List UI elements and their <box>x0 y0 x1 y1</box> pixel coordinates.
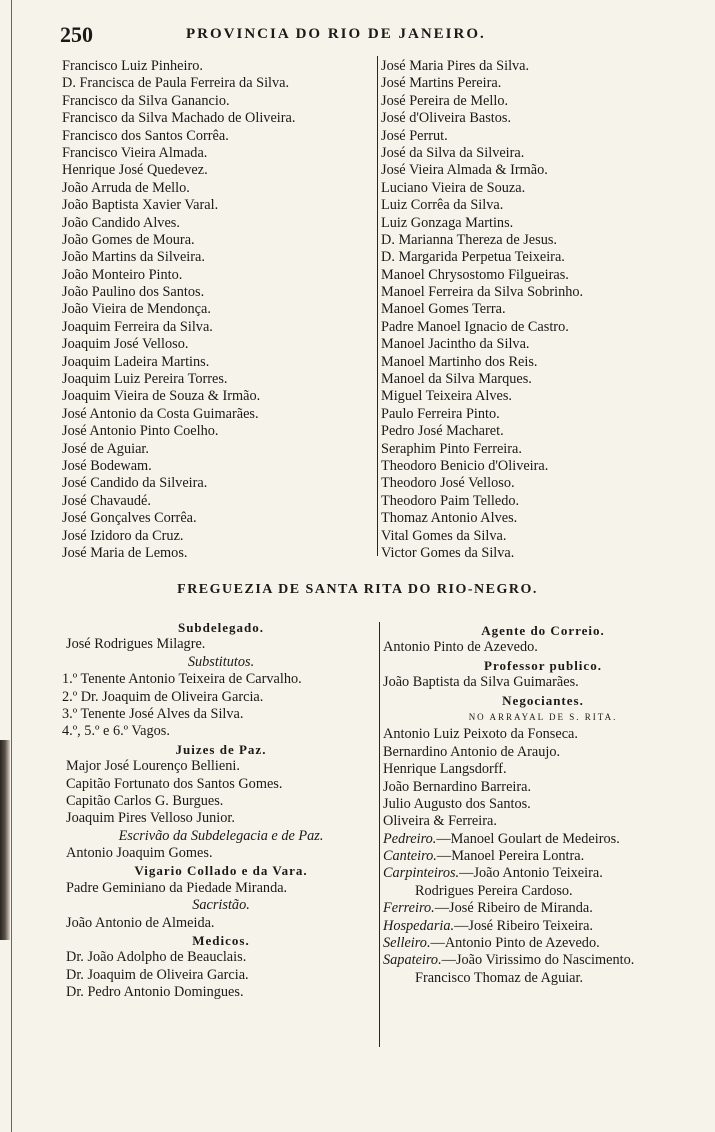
list-item: Joaquim Luiz Pereira Torres. <box>62 371 228 388</box>
list-item: Padre Manoel Ignacio de Castro. <box>381 318 569 335</box>
list-item: Manoel Chrysostomo Filgueiras. <box>381 266 569 283</box>
list-item: José Candido da Silveira. <box>62 475 208 492</box>
negociantes-heading: Negociantes. <box>502 692 584 708</box>
juiz-item: Capitão Fortunato dos Santos Gomes. <box>66 775 283 792</box>
medicos-list <box>62 949 380 1001</box>
oficio-name: —José Ribeiro Teixeira. <box>454 917 593 934</box>
list-item: Paulo Ferreira Pinto. <box>381 405 500 422</box>
list-item: José Pereira de Mello. <box>381 92 509 109</box>
list-item: João Martins da Silveira. <box>62 249 205 266</box>
list-item: José da Silva da Silveira. <box>381 144 525 161</box>
oficio-trade: Pedreiro. <box>383 830 437 847</box>
subdelegado-name: José Rodrigues Milagre. <box>66 636 206 653</box>
subdelegado-heading: Subdelegado. <box>177 620 265 635</box>
list-item: João Monteiro Pinto. <box>62 266 183 283</box>
binding-shadow <box>0 740 10 940</box>
list-item: Vital Gomes da Silva. <box>381 527 507 544</box>
list-item: Joaquim Ladeira Martins. <box>62 353 210 370</box>
juizes-list <box>62 758 380 828</box>
list-item: D. Marianna Thereza de Jesus. <box>381 231 557 248</box>
list-item: José Chavaudé. <box>62 492 151 509</box>
negociante-item: João Bernardino Barreira. <box>383 778 532 795</box>
oficio-trade: Carpinteiros. <box>383 865 460 882</box>
list-item: João Arruda de Mello. <box>62 179 190 196</box>
juiz-item: Capitão Carlos G. Burgues. <box>66 792 224 809</box>
list-item: Miguel Teixeira Alves. <box>381 388 512 405</box>
list-item: José d'Oliveira Bastos. <box>381 110 512 127</box>
list-item: Pedro José Macharet. <box>381 423 504 440</box>
list-item: Francisco da Silva Machado de Oliveira. <box>62 110 296 127</box>
correio-name: Antonio Pinto de Azevedo. <box>383 639 538 656</box>
oficio-item <box>383 848 703 865</box>
oficio-trade: Selleiro. <box>383 935 431 952</box>
list-item: José Gonçalves Corrêa. <box>62 510 197 527</box>
oficios-list <box>383 831 703 883</box>
juiz-item: Major José Lourenço Bellieni. <box>66 758 240 775</box>
substitutos-list <box>62 671 380 741</box>
negociante-item: Bernardino Antonio de Araujo. <box>383 743 561 760</box>
vigario-name: Padre Geminiano da Piedade Miranda. <box>66 879 288 896</box>
oficio-name: —Manoel Pereira Lontra. <box>436 848 585 865</box>
bottom-right-column <box>383 622 703 987</box>
oficio-item <box>383 935 703 952</box>
oficio-trade: Canteiro. <box>383 848 437 865</box>
list-item: José Maria Pires da Silva. <box>381 58 530 74</box>
medico-item: Dr. João Adolpho de Beauclais. <box>66 949 247 966</box>
list-item: João Gomes de Moura. <box>62 231 195 248</box>
substituto-item: 3.º Tenente José Alves da Silva. <box>62 705 244 722</box>
professor-name: João Baptista da Silva Guimarães. <box>383 674 579 691</box>
negociante-item: Oliveira & Ferreira. <box>383 813 497 830</box>
list-item: Joaquim Vieira de Souza & Irmão. <box>62 388 261 405</box>
juiz-item: Joaquim Pires Velloso Junior. <box>66 810 235 827</box>
list-item: Thomaz Antonio Alves. <box>381 510 518 527</box>
list-item: Francisco da Silva Ganancio. <box>62 92 230 109</box>
medico-item: Dr. Joaquim de Oliveira Garcia. <box>66 966 249 983</box>
list-item: Joaquim José Velloso. <box>62 336 189 353</box>
oficio-name: —João Antonio Teixeira. <box>459 865 603 882</box>
oficio-name: —João Virissimo do Nascimento. <box>441 952 635 969</box>
sapateiro-continuation: Francisco Thomaz de Aguiar. <box>415 969 584 986</box>
list-item: Manoel Martinho dos Reis. <box>381 353 538 370</box>
list-item: José Martins Pereira. <box>381 75 502 92</box>
list-item: João Candido Alves. <box>62 214 180 231</box>
column-divider-bottom <box>379 622 380 1047</box>
arraial-subheading: NO ARRAYAL DE S. RITA. <box>468 711 618 722</box>
list-item: Manoel Jacintho da Silva. <box>381 336 530 353</box>
oficio-trade: Sapateiro. <box>383 952 442 969</box>
list-item: Luiz Corrêa da Silva. <box>381 197 504 214</box>
oficio-name: —Antonio Pinto de Azevedo. <box>430 935 600 952</box>
negociantes-list <box>383 726 703 830</box>
list-item: Victor Gomes da Silva. <box>381 544 515 561</box>
oficio-item <box>383 952 703 969</box>
list-item: Francisco dos Santos Corrêa. <box>62 127 229 144</box>
juizes-heading: Juizes de Paz. <box>175 741 267 757</box>
list-item: Theodoro José Velloso. <box>381 475 515 492</box>
negociante-item: Julio Augusto dos Santos. <box>383 795 531 812</box>
list-item: Manoel Gomes Terra. <box>381 301 506 318</box>
list-item: Theodoro Benicio d'Oliveira. <box>381 457 549 474</box>
list-item: D. Margarida Perpetua Teixeira. <box>381 249 565 266</box>
correio-heading: Agente do Correio. <box>481 623 605 638</box>
oficio-name: —José Ribeiro de Miranda. <box>434 900 593 917</box>
vigario-heading: Vigario Collado e da Vara. <box>134 863 308 879</box>
oficio-item <box>383 918 703 935</box>
oficio-name: —Manoel Goulart de Medeiros. <box>436 830 620 847</box>
sacristao-name: João Antonio de Almeida. <box>66 914 215 931</box>
list-item: D. Francisca de Paula Ferreira da Silva. <box>62 75 290 92</box>
section-title: FREGUEZIA DE SANTA RITA DO RIO-NEGRO. <box>177 582 538 597</box>
list-item: João Paulino dos Santos. <box>62 284 205 301</box>
substitutos-heading: Substitutos. <box>187 653 255 670</box>
list-item: Henrique José Quedevez. <box>62 162 208 179</box>
list-item: Francisco Vieira Almada. <box>62 144 208 161</box>
list-item: Theodoro Paim Telledo. <box>381 492 520 509</box>
oficio-item <box>383 831 703 848</box>
professor-heading: Professor publico. <box>484 657 602 673</box>
page-edge-line <box>11 0 12 1132</box>
negociante-item: Henrique Langsdorff. <box>383 761 507 778</box>
list-item: José Vieira Almada & Irmão. <box>381 162 548 179</box>
list-item: José Perrut. <box>381 127 448 144</box>
running-title: PROVINCIA DO RIO DE JANEIRO. <box>186 26 486 42</box>
escrivao-heading: Escrivão da Subdelegacia e de Paz. <box>118 827 324 844</box>
top-right-column <box>381 58 681 562</box>
substituto-item: 1.º Tenente Antonio Teixeira de Carvalho. <box>62 671 302 688</box>
list-item: Manoel da Silva Marques. <box>381 371 532 388</box>
list-item: Francisco Luiz Pinheiro. <box>62 58 203 74</box>
list-item: José de Aguiar. <box>62 440 149 457</box>
negociante-item: Antonio Luiz Peixoto da Fonseca. <box>383 726 578 743</box>
list-item: João Baptista Xavier Varal. <box>62 197 219 214</box>
list-item: Seraphim Pinto Ferreira. <box>381 440 522 457</box>
column-divider-top <box>377 56 378 556</box>
substituto-item: 2.º Dr. Joaquim de Oliveira Garcia. <box>62 688 264 705</box>
list-item: Joaquim Ferreira da Silva. <box>62 318 213 335</box>
list-item: José Maria de Lemos. <box>62 544 188 561</box>
medicos-heading: Medicos. <box>192 933 250 949</box>
list-item: Manoel Ferreira da Silva Sobrinho. <box>381 284 584 301</box>
carpinteiro-continuation: Rodrigues Pereira Cardoso. <box>415 882 573 899</box>
substituto-item: 4.º, 5.º e 6.º Vagos. <box>62 723 170 740</box>
escrivao-name: Antonio Joaquim Gomes. <box>66 845 213 862</box>
page-header <box>60 22 680 48</box>
page-number: 250 <box>60 22 93 47</box>
list-item: João Vieira de Mendonça. <box>62 301 211 318</box>
top-left-column <box>62 58 376 562</box>
list-item: José Bodewam. <box>62 457 152 474</box>
sacristao-heading: Sacristão. <box>192 897 250 914</box>
list-item: José Izidoro da Cruz. <box>62 527 184 544</box>
oficios-list-2 <box>383 900 703 970</box>
oficio-item <box>383 865 703 882</box>
list-item: Luciano Vieira de Souza. <box>381 179 526 196</box>
oficio-trade: Hospedaria. <box>383 917 455 934</box>
list-item: José Antonio da Costa Guimarães. <box>62 405 259 422</box>
medico-item: Dr. Pedro Antonio Domingues. <box>66 984 244 1001</box>
oficio-trade: Ferreiro. <box>383 900 435 917</box>
list-item: Luiz Gonzaga Martins. <box>381 214 514 231</box>
oficio-item <box>383 900 703 917</box>
bottom-left-column <box>62 619 380 1002</box>
list-item: José Antonio Pinto Coelho. <box>62 423 219 440</box>
